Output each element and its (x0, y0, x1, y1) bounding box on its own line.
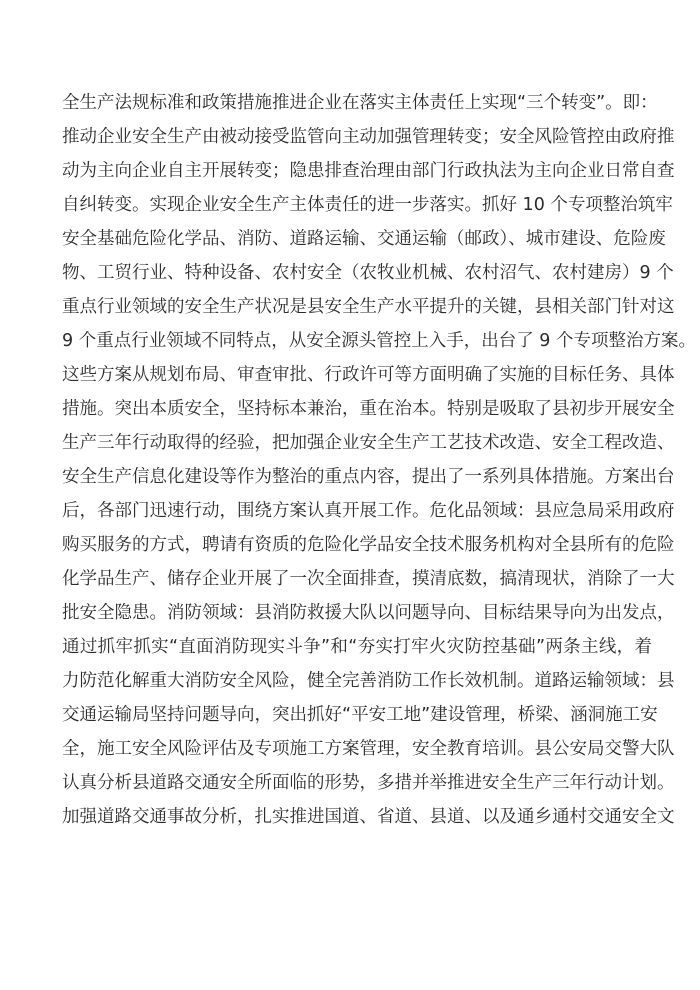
text-line: 生产三年行动取得的经验，把加强企业安全生产工艺技术改造、安全工程改造、 (62, 433, 675, 453)
text-line: 后，各部门迅速行动，围绕方案认真开展工作。危化品领域：县应急局采用政府 (62, 501, 675, 521)
body-paragraph (62, 86, 696, 834)
text-line: 购买服务的方式，聘请有资质的危险化学品安全技术服务机构对全县所有的危险 (62, 535, 675, 555)
text-line: 安全基础危险化学品、消防、道路运输、交通运输（邮政）、城市建设、危险废 (62, 229, 666, 249)
text-line: 全生产法规标准和政策措施推进企业在落实主体责任上实现“三个转变”。即： (62, 93, 658, 113)
text-line: 安全生产信息化建设等作为整治的重点内容，提出了一系列具体措施。方案出台 (62, 467, 675, 487)
text-line: 批安全隐患。消防领域：县消防救援大队以问题导向、目标结果导向为出发点， (62, 603, 675, 623)
text-line: 全，施工安全风险评估及专项施工方案管理，安全教育培训。县公安局交警大队 (62, 739, 675, 759)
text-line: 措施。突出本质安全，坚持标本兼治，重在治本。特别是吸取了县初步开展安全 (62, 399, 675, 419)
text-line: 认真分析县道路交通安全所面临的形势，多措并举推进安全生产三年行动计划。 (62, 773, 675, 793)
text-line: 动为主向企业自主开展转变；隐患排查治理由部门行政执法为主向企业日常自查 (62, 161, 675, 181)
text-line: 推动企业安全生产由被动接受监管向主动加强管理转变；安全风险管控由政府推 (62, 127, 675, 147)
text-line: 这些方案从规划布局、审查审批、行政许可等方面明确了实施的目标任务、具体 (62, 365, 675, 385)
text-line: 物、工贸行业、特种设备、农村安全（农牧业机械、农村沼气、农村建房）9 个 (62, 263, 674, 283)
text-line: 9 个重点行业领域不同特点，从安全源头管控上入手，出台了 9 个专项整治方案。 (62, 331, 696, 351)
text-line: 交通运输局坚持问题导向，突出抓好“平安工地”建设管理，桥梁、涵洞施工安 (62, 705, 658, 725)
text-line: 化学品生产、储存企业开展了一次全面排查，摸清底数，搞清现状，消除了一大 (62, 569, 675, 589)
text-line: 通过抓牢抓实“直面消防现实斗争”和“夯实打牢火灾防控基础”两条主线，着 (62, 637, 652, 657)
text-line: 力防范化解重大消防安全风险，健全完善消防工作长效机制。道路运输领域：县 (62, 671, 675, 691)
text-line: 自纠转变。实现企业安全生产主体责任的进一步落实。抓好 10 个专项整治筑牢 (62, 195, 673, 215)
text-line: 重点行业领域的安全生产状况是县安全生产水平提升的关键，县相关部门针对这 (62, 297, 675, 317)
text-line: 加强道路交通事故分析，扎实推进国道、省道、县道、以及通乡通村交通安全文 (62, 807, 675, 827)
